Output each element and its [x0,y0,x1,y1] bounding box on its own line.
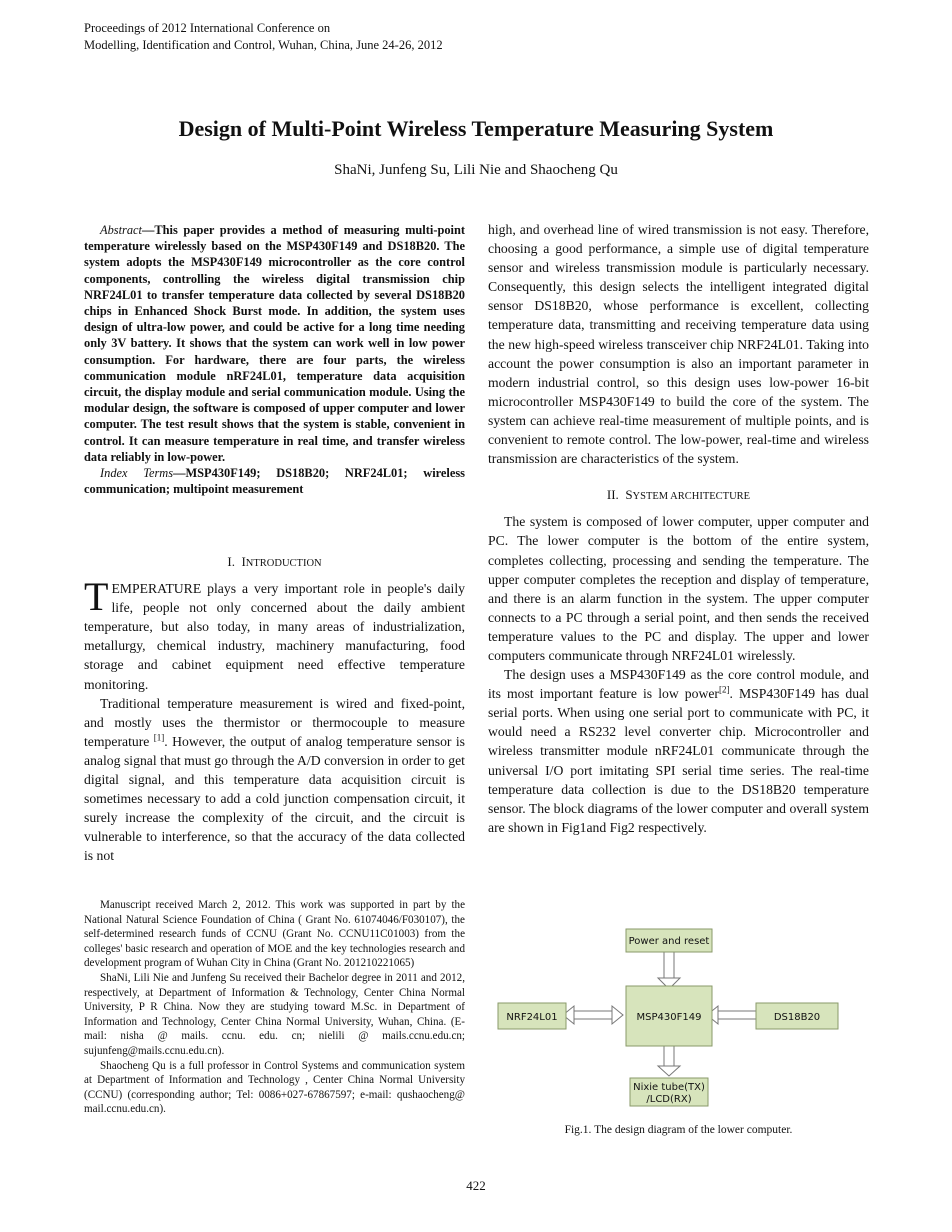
right-column-text [488,220,869,837]
footnotes [84,898,465,1117]
intro-paragraph-2: Traditional temperature measurement is wired and fixed-point, and mostly uses the thermistor or thermocouple to measure temperature [1]. However, the output of analog temperature sensor is analog signal that must go through the A/D conversion in order to get digital signal, and this temperature data acquisition circuit is sometimes necessary to add a cold junction compensation circuit, it surely increase the complexity of the circuit, and the circuit is vulnerable to interference, so that the accuracy of the data collected is not [84,695,465,864]
header-line-1: Proceedings of 2012 International Conference on [84,21,331,35]
paper-authors: ShaNi, Junfeng Su, Lili Nie and Shaocheng Qu [334,162,618,178]
nrf-label: NRF24L01 [506,1012,558,1023]
arrow-ds-to-mcu [707,1006,756,1024]
architecture-paragraph-1: The system is composed of lower computer, upper computer and PC. The lower computer is the bottom of the entire system, completes collecting, processing and sending the temperature. The upper computer completes the reception and display of temperature, and there is an alarm function in the system. The upper computer connects to a PC through a serial point, and then sends the received temperature values to the PC and display. The upper and lower computers communicate through NRF24L01 wirelessly. [488,514,869,663]
abstract-label: Abstract [100,223,142,237]
arrow-power-to-mcu [658,952,680,989]
ds18b20-label: DS18B20 [773,1012,821,1023]
figure-1-caption: Fig.1. The design diagram of the lower computer. [564,1124,793,1136]
footnote-manuscript: Manuscript received March 2, 2012. This work was supported in part by the National Natural Science Foundation of China ( Grant No. 61074046/F030107), the self-determined research funds of CCNU (Grant No. CCNU11C01003) from the colleges' basic research and operation of MOE and the key technologies research and development program of Wuhan City in China (Grant No. 201210221065) [84,899,465,970]
section-heading-system-architecture: II. SYSTEM ARCHITECTURE [606,487,751,503]
abstract-block [84,222,465,497]
intro-paragraph-continued: high, and overhead line of wired transmission is not easy. Therefore, choosing a good performance, a simple use of digital temperature sensor and wireless transmission module is particularly necessary. Consequently, this design selects the intelligent integrated digital sensor DS18B20, whose performance is excellent, collecting temperature data, transmitting and receiving temperature data using the new high-speed wireless transceiver chip NRF24L01. Taking into account the power consumption is also an important parameter in modern industrial control, so this design uses low-power 16-bit microcontroller MSP430F149 to build the core of the system. The system can achieve real-time measurement of multiple points, and is convenient to remote control. The low-power, real-time and wireless transmission are characteristics of the system. [488,222,869,467]
mcu-label: MSP430F149 [636,1012,702,1023]
index-terms-label: Index Terms [100,466,174,481]
drop-cap: T [84,574,109,620]
power-reset-box [626,929,712,952]
display-label-2: /LCD(RX) [646,1094,692,1105]
display-box [630,1078,708,1106]
ds18b20-box [756,1003,838,1029]
abstract-text: —This paper provides a method of measuring multi-point temperature wirelessly based on the MSP430F149 and DS18B20. The system adopts the MSP430F149 microcontroller as the core control components, controlling the wireless digital transmission chip NRF24L01 to transfer temperature data collected by several DS18B20 chips in Enhanced Shock Burst mode. In addition, the system uses design of ultra-low power, and could be active for a long time needing only 3V battery. It shows that the system can work well in low power consumption. For hardware, there are four parts, the wireless communication module nRF24L01, temperature data acquisition circuit, the display module and serial communication module. Using the modular design, the software is composed of upper computer and lower computer. The test result shows that the system is stable, convenient in control. It can measure temperature in real time, and transfer wireless data reliably in low-power. [84,223,465,464]
mcu-box [626,986,712,1046]
index-terms-text: —MSP430F149; DS18B20; NRF24L01; wireless communication; multipoint measurement [84,466,465,497]
intro-paragraph-1: TEMPERATURE plays a very important role in people's daily life, people not only concerned about the daily ambient temperature, but also today, in many areas of industrialization, metallurgy, chemical industry, machinery manufacturing, food storage and cabinet equipment need effective temperature monitoring. [84,574,465,692]
header-line-2: Modelling, Identification and Control, Wuhan, China, June 24-26, 2012 [84,38,443,52]
citation-1: [1] [153,732,165,743]
footnote-corresponding: Shaocheng Qu is a full professor in Control Systems and communication system at Department of Information and Technology , Center China Normal University (CCNU) (corresponding author; Tel: 0086+027-67867597; e-mail: qushaocheng@ mail.ccnu.edu.cn). [84,1059,465,1116]
footnote-authors: ShaNi, Lili Nie and Junfeng Su received their Bachelor degree in 2011 and 2012, respectively, at Department of Information & Technology, Center China Normal University, P R China. Now they are studying toward M.Sc. in Department of Information and Technology, Center China Normal University, Wuhan, China. (E-mail: nisha @ mails. ccnu. edu. cn; nielili @ mails.ccnu.edu.cn; sujunfeng@mails.ccnu.edu.cn). [84,971,465,1057]
nrf-box [498,1003,566,1029]
section-heading-introduction: I. INTRODUCTION [227,554,322,569]
citation-2: [2] [719,684,730,695]
paper-title: Design of Multi-Point Wireless Temperature Measuring System [178,116,774,141]
display-label-1: Nixie tube(TX) [633,1082,705,1093]
arrow-mcu-to-display [658,1046,680,1076]
page-number: 422 [466,1178,486,1193]
proceedings-header [84,20,443,54]
arrow-mcu-nrf [563,1006,623,1024]
power-reset-label: Power and reset [628,936,710,947]
architecture-paragraph-2: The design uses a MSP430F149 as the core control module, and its most important feature is low power[2]. MSP430F149 has dual serial ports. When using one serial port to communicate with PC, it would need a RS232 level converter chip. Microcontroller and wireless transmitter module nRF24L01 communicate through the universal I/O port imitating SPI serial time series. The real-time temperature data collection is due to the DS18B20 temperature sensor. The block diagrams of the lower computer and overall system are shown in Fig1and Fig2 respectively. [488,667,869,835]
introduction-section [84,552,465,866]
figure-1-block-diagram [490,924,850,1114]
